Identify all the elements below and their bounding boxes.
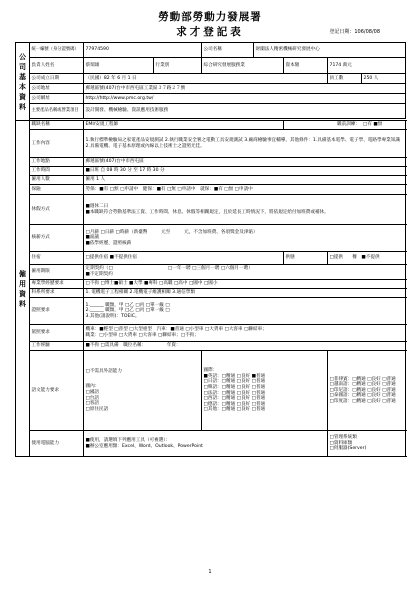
driving-option-2[interactable]: 職業：□小型車 □大貨車 □大客車 □聯結車；□不拘；: [85, 333, 199, 338]
education-value[interactable]: □不拘 □博士■碩士 ■大學 ■專科 □高職 □高中 □國中 □國小: [84, 280, 406, 289]
agency-title: 勞動部勞動力發展署: [158, 11, 262, 23]
salary-value: [84, 225, 406, 252]
address-value: 郵遞區號(407)台中市西屯區工業區３７路２７號: [84, 84, 406, 94]
training-options[interactable]: □有 ■無: [362, 121, 406, 130]
computer-db-option[interactable]: □資料庫類: [329, 440, 353, 446]
language-foreign-10[interactable]: □印尼語：□精通 □良好 □普通: [329, 387, 396, 393]
driving-license-value: [84, 325, 406, 342]
license-option-3: 3.其他(請說明)：TOEIC。: [85, 313, 140, 319]
language-foreign-11[interactable]: □泰國語：□精通 □良好 □普通: [329, 393, 396, 399]
meal-label: 供膳: [284, 252, 328, 265]
employees-value: 250 人: [362, 74, 406, 84]
work-experience-value[interactable]: ■不拘 □需具備 職位名稱： 年資：: [84, 342, 406, 351]
term-label: 僱用期限: [30, 265, 84, 280]
work-location-value: 郵遞區號(407)台中市西屯區: [84, 158, 406, 167]
salary-option-1[interactable]: □月薪 □日薪 □時薪（新臺幣 元至 元，不含加班費、各項獎金及津貼）: [85, 229, 258, 235]
language-foreign-8[interactable]: □菲律賓：□精通 □良好 □普通: [329, 376, 396, 382]
computer-use-option[interactable]: ■使用，請選填下列應用工具（可複選）：: [85, 437, 171, 443]
driving-option-1[interactable]: 機車：■輕型 □普型 □大型重型 汽車：■普通 □小型車 □大貨車 □大客車 □聯結車；: [85, 327, 267, 333]
leave-label: 休假方式: [30, 195, 84, 225]
hire-count-value: 僱用 1 人: [84, 176, 406, 185]
term-option-1[interactable]: 定期契約（□ □一年一聘 □三個月一聘 □六個月一聘）: [85, 266, 253, 272]
salary-label: 核薪方式: [30, 225, 84, 252]
industry-label: 行業別: [154, 58, 202, 74]
language-label: 語文能力要求: [30, 351, 84, 431]
language-foreign-6[interactable]: □德語：□精通 □良好 □普通: [203, 401, 266, 407]
housing-label: 住宿: [30, 252, 84, 265]
form-title: 求才登記表: [176, 26, 244, 38]
salary-option-2[interactable]: ■面議: [85, 235, 100, 241]
language-local-3[interactable]: □客語: [85, 401, 100, 407]
employees-label: 員工數: [328, 74, 362, 84]
language-local-cell: [84, 351, 202, 431]
term-option-2[interactable]: ■不定期契約: [85, 272, 113, 277]
tax-id-value: 77974590: [84, 43, 202, 58]
language-foreign-2[interactable]: □日語：□精通 □良好 □普通: [203, 379, 266, 385]
computer-skill-main-cell: [84, 431, 328, 457]
work-experience-label: 工作經驗: [30, 342, 84, 351]
computer-skill-side-cell: [328, 431, 406, 457]
language-foreign-right-cell: [328, 351, 406, 431]
license-value: [84, 298, 406, 325]
language-local-2[interactable]: □台語: [85, 395, 100, 401]
license-label: 證照要求: [30, 298, 84, 325]
language-foreign-3[interactable]: □韓語：□精通 □良好 □普通: [203, 384, 266, 390]
department-label: 科系所要求: [30, 289, 84, 298]
recruitment-form-table: [15, 42, 406, 457]
work-hours-label: 工作時間: [30, 167, 84, 176]
education-label: 專業學經歷要求: [30, 280, 84, 289]
leave-value: [84, 195, 406, 225]
work-location-label: 工作地點: [30, 158, 84, 167]
capital-value: 7174 萬元: [328, 58, 406, 74]
computer-mgmt-option[interactable]: □管理系統類: [329, 435, 357, 441]
department-value: 1. 電機電子工程相關 2.電機電子維護相關 3.通信學類: [84, 289, 406, 298]
language-foreign-title: 國際：: [203, 368, 218, 374]
language-local-1[interactable]: □國語: [85, 389, 100, 395]
company-name-label: 公司名稱: [202, 43, 254, 58]
url-label: 公司網址: [30, 94, 84, 104]
computer-skill-label: 使用電腦能力: [30, 431, 84, 457]
language-foreign-4[interactable]: □法語：□精通 □良好 □普通: [203, 390, 266, 396]
language-foreign-7[interactable]: □其他：□精通 □良好 □普通: [203, 407, 266, 413]
salary-option-3[interactable]: ■依學經歷，證照核薪: [85, 240, 132, 246]
url-value[interactable]: http://http://www.pmc.org.tw/: [84, 94, 406, 104]
insurance-value[interactable]: 勞保：■有 □無 □申請中 健保：■有 □無 □申請中 就保：■有 □無 □申請中: [84, 185, 406, 195]
insurance-label: 保險: [30, 185, 84, 195]
leave-option-2[interactable]: ■本職缺符合勞動基準法工資、工作時間、休息、休假等相關規定，且於延長工時情況下，將依規定給付加班費或補休。: [85, 209, 329, 215]
work-hours-value: ■日班 自 08 時 30 分 至 17 時 30 分: [84, 167, 406, 176]
company-name-value: 財團法人精密機械研究發展中心: [254, 43, 406, 58]
job-title-value: EMI/安規工程師: [84, 121, 284, 130]
training-label: 職前訓練：: [284, 121, 362, 130]
registration-date: 登記日期：106/08/08: [329, 29, 380, 35]
founded-value: （民國）82 年 6 月 1 日: [84, 74, 328, 84]
language-foreign-1[interactable]: ■英語：□精通 □良好 ■普通: [203, 373, 266, 379]
owner-value: 蔡瑞雄: [84, 58, 154, 74]
language-foreign-12[interactable]: □印度語：□精通 □良好 □普通: [329, 398, 396, 404]
page-number: 1: [208, 569, 212, 575]
address-label: 公司地址: [30, 84, 84, 94]
founded-label: 公司成立日期: [30, 74, 84, 84]
computer-server-option[interactable]: □伺服器(Server): [329, 446, 367, 452]
capital-label: 資本額: [284, 58, 328, 74]
language-none-option[interactable]: □不需具外語能力: [85, 368, 122, 374]
license-option-2[interactable]: 2.______ 職類，甲 □乙 □丙 □單一級 □: [85, 308, 170, 314]
language-local-title: 國內：: [85, 384, 100, 390]
products-value: 設計開發、機械檢驗、資訊應用技術服務: [84, 104, 406, 119]
language-foreign-cell: [202, 351, 328, 431]
leave-option-1[interactable]: ■週休二日: [85, 203, 109, 209]
job-section-label: 僱 用 資 料: [16, 121, 30, 457]
owner-label: 負責人姓名: [30, 58, 84, 74]
tax-id-label: 統一編號（身分證號碼）: [30, 43, 84, 58]
driving-license-label: 駕照要求: [30, 325, 84, 342]
job-title-label: 職缺名稱: [30, 121, 84, 130]
language-foreign-9[interactable]: □越南語：□精通 □良好 □普通: [329, 382, 396, 388]
language-local-4[interactable]: □原住民語: [85, 406, 109, 412]
hire-count-label: 僱用人數: [30, 176, 84, 185]
products-label: 主要產品名稱或營業項目: [30, 104, 84, 119]
industry-value: 綜合研究發展服務業: [202, 58, 284, 74]
computer-office-option[interactable]: ■辦公室應用類：Excel、Word、Outlook、PowerPoint: [85, 443, 203, 449]
company-section-label: 公 司 基 本 資 料: [16, 43, 30, 121]
job-desc-value: 1.執行標準檢驗局之家電產品安規測試 2.執行職業安全署之電動工具安規測試 3.廠商檢驗事宜輔導，其他條件：1.具備基本電學、電子學、電路學專業知識 2.具備電機、電子基本原理或內線以上技術士之證照尤佳。: [84, 130, 406, 158]
job-desc-label: 工作內容: [30, 130, 84, 158]
meal-value[interactable]: □提供 餐 ■不提供: [328, 252, 406, 265]
language-foreign-5[interactable]: □西語：□精通 □良好 □普通: [203, 396, 266, 402]
term-value: [84, 265, 406, 280]
license-option-1[interactable]: 1.______ 職類，甲 □乙 □丙 □單一級 □: [85, 302, 170, 308]
housing-value[interactable]: □提供住宿 ■不提供住宿: [84, 252, 284, 265]
